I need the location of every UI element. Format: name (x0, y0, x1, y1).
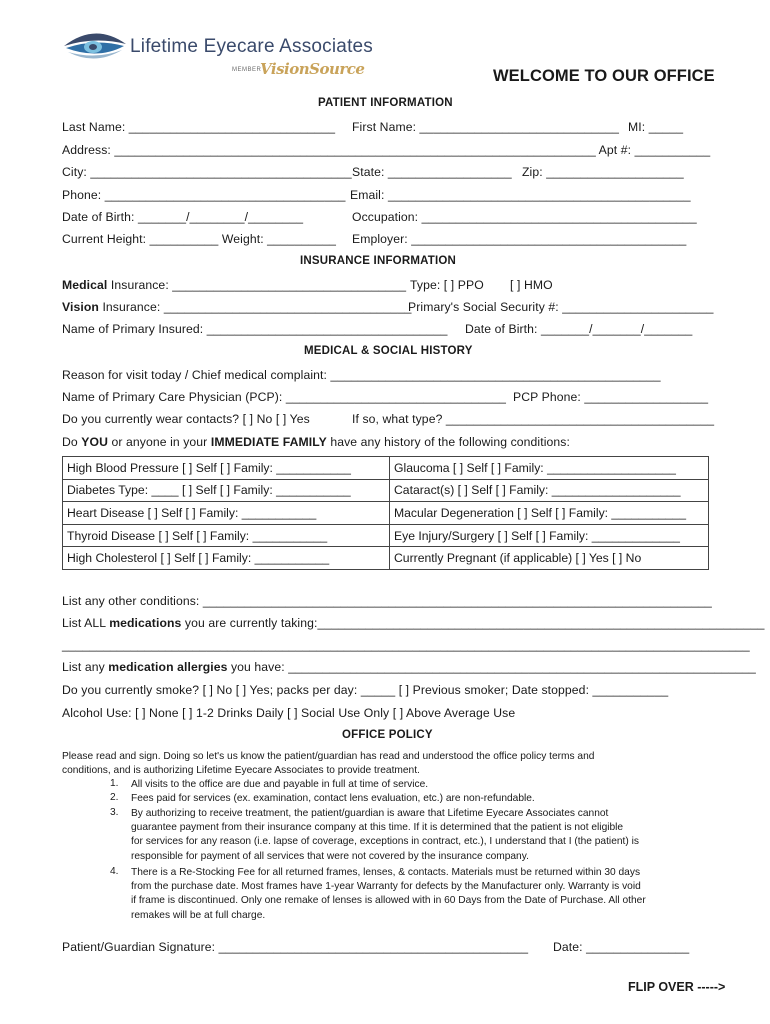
condition-cell[interactable]: Heart Disease [ ] Self [ ] Family: ___________ (63, 502, 390, 525)
condition-cell[interactable]: High Blood Pressure [ ] Self [ ] Family: ___________ (63, 457, 390, 480)
employer-field[interactable]: Employer: ________________________________________ (352, 232, 687, 246)
q-you: YOU (81, 435, 108, 449)
condition-cell[interactable]: Thyroid Disease [ ] Self [ ] Family: ___________ (63, 524, 390, 547)
conditions-table (62, 456, 709, 570)
q-part: have any history of the following conditions: (326, 435, 570, 449)
primary-insured-field[interactable]: Name of Primary Insured: ___________________________________ (62, 322, 448, 336)
policy-item-number: 4. (110, 866, 119, 877)
policy-line: remakes will be at full charge. (131, 909, 266, 921)
address-field[interactable]: Address: ______________________________________________________________________ Apt #: ___________ (62, 143, 711, 157)
member-label: MEMBER (232, 67, 262, 73)
page-title: WELCOME TO OUR OFFICE (493, 67, 715, 85)
med-part: List ALL (62, 616, 110, 630)
medications-field[interactable] (62, 616, 765, 630)
email-field[interactable]: Email: ____________________________________________ (350, 188, 691, 202)
policy-intro (62, 750, 594, 778)
table-row (63, 502, 709, 525)
policy-line: if frame is discontinued. Only one remake of lenses is allowed with in 60 Days from the Date of Purchase. All other (131, 895, 646, 907)
dob-field[interactable]: Date of Birth: _______/________/________ (62, 210, 304, 224)
policy-item (131, 778, 428, 792)
table-row (63, 524, 709, 547)
other-conditions-field[interactable]: List any other conditions: __________________________________________________________________________ (62, 594, 712, 608)
policy-item-number: 3. (110, 807, 119, 818)
signature-field[interactable]: Patient/Guardian Signature: _____________________________________________ (62, 940, 529, 954)
eye-logo-icon (62, 26, 128, 68)
pcp-name-field[interactable]: Name of Primary Care Physician (PCP): ________________________________ (62, 390, 507, 404)
q-part: Do (62, 435, 82, 449)
policy-line: for services for any reason (i.e. lapse of coverage, exceptions in contract, etc.), I understand that I (the patient) is (131, 836, 639, 848)
policy-item-number: 2. (110, 792, 119, 803)
allergy-part: List any (62, 660, 109, 674)
flip-over-note: FLIP OVER -----> (628, 980, 726, 994)
state-field[interactable]: State: __________________ (352, 165, 512, 179)
contacts-type-field[interactable]: If so, what type? _______________________________________ (352, 412, 715, 426)
alcohol-field[interactable]: Alcohol Use: [ ] None [ ] 1-2 Drinks Daily [ ] Social Use Only [ ] Above Average Use (62, 706, 516, 720)
policy-intro-line: conditions, and is authorizing Lifetime Eyecare Associates to provide treatment. (62, 765, 420, 777)
vision-source-logo: VisionSource (260, 60, 365, 78)
medical-rest: Insurance: __________________________________ (107, 278, 407, 292)
pcp-phone-field[interactable]: PCP Phone: __________________ (513, 390, 709, 404)
condition-cell[interactable]: Cataract(s) [ ] Self [ ] Family: ___________________ (390, 479, 709, 502)
mi-field[interactable]: MI: _____ (628, 120, 684, 134)
height-weight-field[interactable]: Current Height: __________ Weight: __________ (62, 232, 336, 246)
policy-line: responsible for payment of all services that were not covered by the insurance company. (131, 850, 529, 862)
table-row (63, 457, 709, 480)
occupation-field[interactable]: Occupation: ________________________________________ (352, 210, 697, 224)
medical-label: Medical (62, 278, 108, 292)
policy-item (131, 807, 639, 864)
table-row (63, 547, 709, 570)
policy-intro-line: Please read and sign. Doing so let's us know the patient/guardian has read and understood the office policy terms and (62, 751, 595, 762)
insurance-heading: INSURANCE INFORMATION (300, 255, 457, 267)
logo (62, 26, 382, 86)
vision-rest: Insurance: ____________________________________ (98, 300, 412, 314)
q-family: IMMEDIATE FAMILY (210, 435, 327, 449)
policy-line: from the purchase date. Most frames have 1-year Warranty for defects by the Manufacturer only. Warranty is void (131, 881, 641, 893)
condition-cell[interactable]: Macular Degeneration [ ] Self [ ] Family: ___________ (390, 502, 709, 525)
policy-line: guarantee payment from their insurance company at this time. If it is determined that the patient is not eligible (131, 822, 624, 834)
condition-cell[interactable]: Glaucoma [ ] Self [ ] Family: ___________________ (390, 457, 709, 480)
condition-cell[interactable]: Eye Injury/Surgery [ ] Self [ ] Family: _____________ (390, 524, 709, 547)
condition-cell[interactable]: Diabetes Type: ____ [ ] Self [ ] Family: ___________ (63, 479, 390, 502)
history-heading: MEDICAL & SOCIAL HISTORY (304, 345, 473, 357)
patient-info-heading: PATIENT INFORMATION (318, 97, 453, 109)
q-part: or anyone in your (107, 435, 211, 449)
policy-line: By authorizing to receive treatment, the patient/guardian is aware that Lifetime Eyecare Associates cannot (131, 808, 609, 819)
table-row (63, 479, 709, 502)
first-name-field[interactable]: First Name: _____________________________ (352, 120, 620, 134)
ssn-field[interactable]: Primary's Social Security #: ______________________ (408, 300, 714, 314)
allergies-field[interactable] (62, 660, 756, 674)
contacts-checkbox[interactable]: Do you currently wear contacts? [ ] No [ ] Yes (62, 412, 310, 426)
vision-insurance-field[interactable] (62, 300, 411, 314)
allergy-part: you have: ____________________________________________________________________ (227, 660, 756, 674)
policy-line: There is a Re-Stocking Fee for all returned frames, lenses, & contacts. Materials must be returned within 30 days (131, 867, 641, 878)
condition-cell[interactable]: High Cholesterol [ ] Self [ ] Family: ___________ (63, 547, 390, 570)
signature-date-field[interactable]: Date: _______________ (553, 940, 690, 954)
policy-line: Fees paid for services (ex. examination, contact lens evaluation, etc.) are non-refundable. (131, 793, 535, 804)
medical-insurance-field[interactable] (62, 278, 406, 292)
policy-item (131, 792, 535, 806)
type-ppo-checkbox[interactable]: Type: [ ] PPO (410, 278, 484, 292)
reason-field[interactable]: Reason for visit today / Chief medical complaint: ________________________________________________ (62, 368, 661, 382)
phone-field[interactable]: Phone: ___________________________________ (62, 188, 346, 202)
family-history-question (62, 435, 570, 449)
condition-cell[interactable]: Currently Pregnant (if applicable) [ ] Yes [ ] No (390, 547, 709, 570)
company-name: Lifetime Eyecare Associates (130, 36, 374, 57)
med-part: you are currently taking:_________________________________________________________________ (181, 616, 765, 630)
allergy-bold: medication allergies (108, 660, 228, 674)
last-name-field[interactable]: Last Name: ______________________________ (62, 120, 336, 134)
primary-dob-field[interactable]: Date of Birth: _______/_______/_______ (465, 322, 693, 336)
policy-item (131, 866, 646, 923)
policy-heading: OFFICE POLICY (342, 729, 433, 741)
medications-line[interactable]: ____________________________________________________________________________________________________ (62, 638, 750, 652)
policy-line: All visits to the office are due and payable in full at time of service. (131, 779, 429, 790)
hmo-checkbox[interactable]: [ ] HMO (510, 278, 553, 292)
vision-label: Vision (62, 300, 99, 314)
med-bold: medications (109, 616, 182, 630)
city-field[interactable]: City: ______________________________________ (62, 165, 352, 179)
policy-item-number: 1. (110, 778, 119, 789)
zip-field[interactable]: Zip: ____________________ (522, 165, 684, 179)
smoke-field[interactable]: Do you currently smoke? [ ] No [ ] Yes; packs per day: _____ [ ] Previous smoker; Date stopped: ___________ (62, 683, 669, 697)
